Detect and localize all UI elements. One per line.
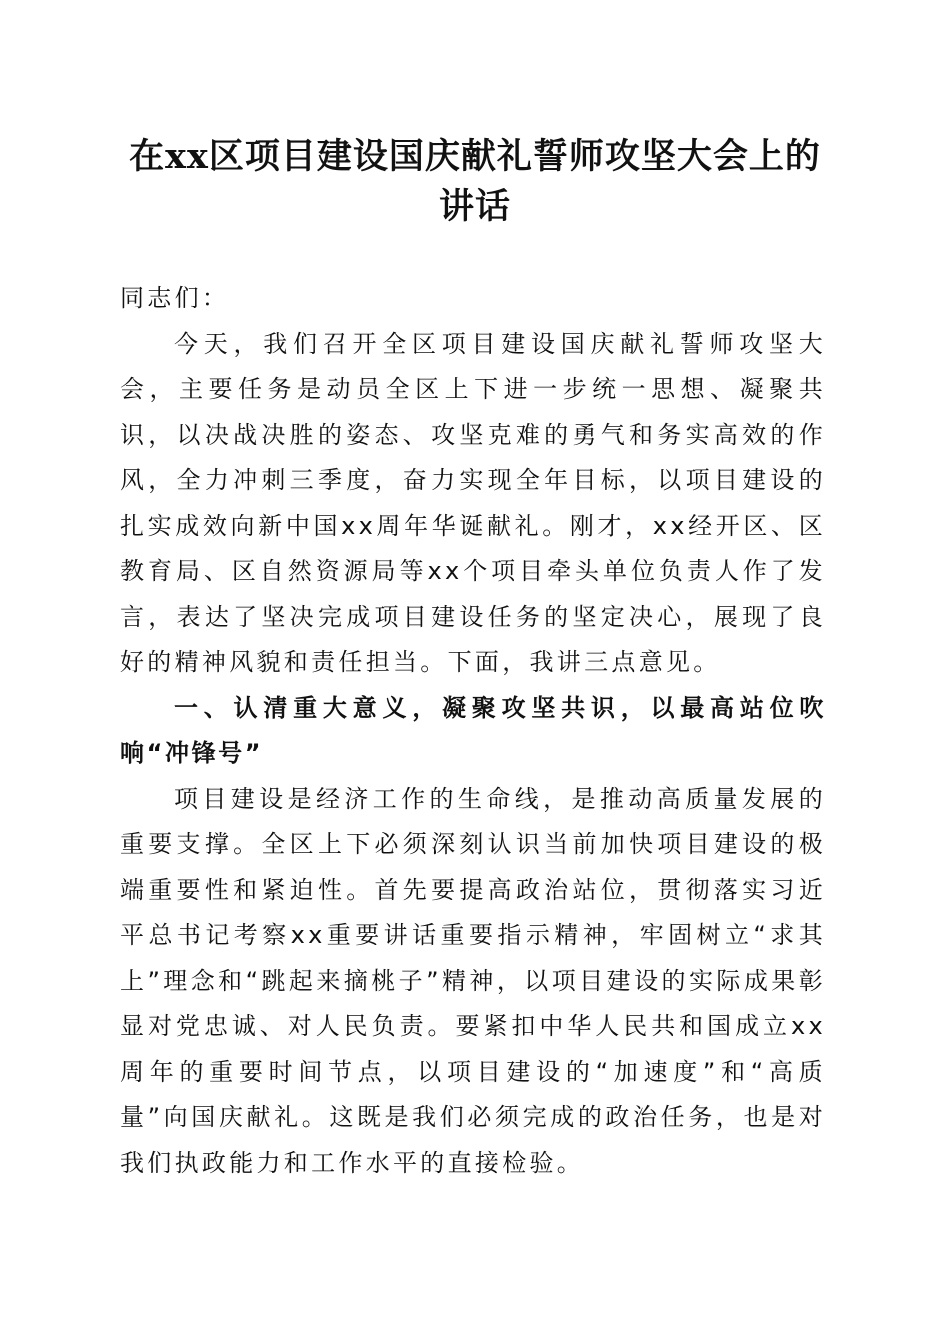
title-line-2: 讲话 <box>438 186 511 227</box>
document-title <box>100 132 850 232</box>
salutation: 同志们： <box>120 284 230 312</box>
document-body <box>120 276 826 1186</box>
section-1-paragraph: 项目建设是经济工作的生命线，是推动高质量发展的重要支撑。全区上下必须深刻认识当前加快项目建设的极端重要性和紧迫性。首先要提高政治站位，贯彻落实习近平总书记考察xx重要讲话重要指示精神，牢固树立“求其上”理念和“跳起来摘桃子”精神，以项目建设的实际成果彰显对党忠诚、对人民负责。要紧扣中华人民共和国成立xx周年的重要时间节点，以项目建设的“加速度”和“高质量”向国庆献礼。这既是我们必须完成的政治任务，也是对我们执政能力和工作水平的直接检验。 <box>120 784 826 1177</box>
title-line-1: 在xx区项目建设国庆献礼誓师攻坚大会上的 <box>129 136 821 177</box>
section-1-heading: 一、认清重大意义，凝聚攻坚共识，以最高站位吹响“冲锋号” <box>120 693 826 767</box>
intro-paragraph: 今天，我们召开全区项目建设国庆献礼誓师攻坚大会，主要任务是动员全区上下进一步统一思想、凝聚共识，以决战决胜的姿态、攻坚克难的勇气和务实高效的作风，全力冲刺三季度，奋力实现全年目标，以项目建设的扎实成效向新中国xx周年华诞献礼。刚才，xx经开区、区教育局、区自然资源局等xx个项目牵头单位负责人作了发言，表达了坚决完成项目建设任务的坚定决心，展现了良好的精神风貌和责任担当。下面，我讲三点意见。 <box>120 329 826 676</box>
